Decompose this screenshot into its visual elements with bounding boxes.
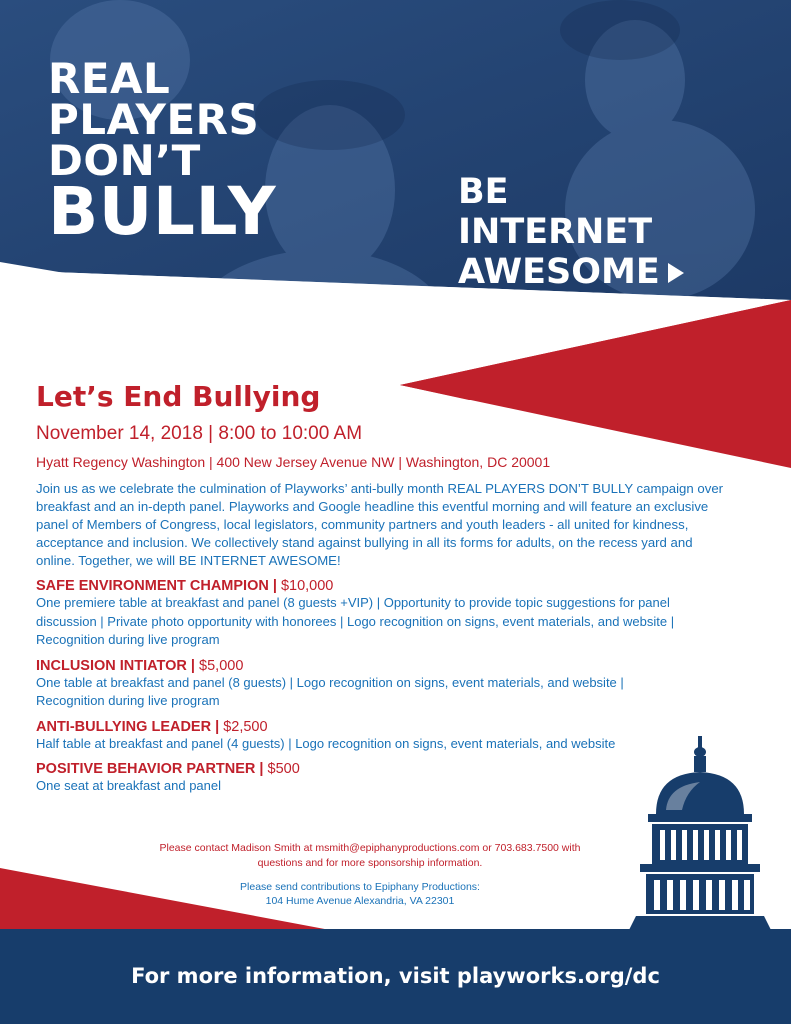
send-line-2: 104 Hume Avenue Alexandria, VA 22301 — [265, 895, 455, 907]
contact-info — [120, 841, 620, 871]
tier-name: SAFE ENVIRONMENT CHAMPION — [36, 578, 269, 594]
tier-amount: $10,000 — [280, 578, 334, 594]
headline-line-2: PLAYERS — [48, 95, 260, 144]
tier-amount: $5,000 — [199, 657, 244, 674]
sponsor-tier: ANTI-BULLYING LEADER | $2,500 Half table at breakfast and panel (4 guests) | Logo recognition on signs, event materials, and website — [36, 719, 736, 754]
sponsor-tier: POSITIVE BEHAVIOR PARTNER | $500 One seat at breakfast and panel — [36, 761, 736, 796]
contact-line-2: questions and for more sponsorship information. — [257, 857, 483, 869]
footer-website-link[interactable]: For more information, visit playworks.org/dc — [131, 964, 660, 988]
tier-description: One premiere table at breakfast and panel (8 guests +VIP) | Opportunity to provide topic suggestions for panel discussion | Private photo opportunity with honorees | Logo recognition on signs, event materials, and website | Recognition during live program — [36, 595, 675, 647]
send-line-1: Please send contributions to Epiphany Productions: — [240, 881, 480, 893]
headline-line-1: REAL — [48, 54, 171, 103]
sponsor-tier: SAFE ENVIRONMENT CHAMPION | $10,000 One premiere table at breakfast and panel (8 guests +VIP) | Opportunity to provide topic suggestions for panel discussion | Private photo opportunity with honorees | Logo recognition on signs, event materials, and website | Recognition during live program — [36, 578, 736, 650]
tier-amount: $2,500 — [223, 718, 268, 735]
tagline-line-2: INTERNET — [458, 212, 653, 252]
event-details — [36, 380, 736, 796]
contact-line-1: Please contact Madison Smith at msmith@epiphanyproductions.com or 703.683.7500 with — [159, 842, 581, 854]
headline-line-4: BULLY — [48, 173, 277, 250]
tagline-line-1: BE — [458, 172, 509, 212]
internet-awesome-tagline — [458, 172, 684, 292]
contribution-address — [170, 880, 550, 908]
play-arrow-icon — [668, 263, 684, 283]
headline-line-3: DON’T — [48, 136, 201, 185]
tagline-line-3: AWESOME — [458, 252, 660, 292]
tier-description: One seat at breakfast and panel — [36, 778, 222, 793]
campaign-headline — [48, 54, 277, 250]
event-intro: Join us as we celebrate the culmination of Playworks’ anti-bully month REAL PLAYERS DON’T BULLY campaign over breakfast and an in-depth panel. Playworks and Google headline this eventful morning and will feature an exclusive panel of Members of Congress, local legislators, community partners and youth leaders - all united for kindness, acceptance and inclusion. We collectively stand against bullying in all its forms for adults, on the recess yard and online. Together, we will BE INTERNET AWESOME! — [36, 481, 724, 568]
tier-name: INCLUSION INTIATOR — [36, 657, 187, 674]
tier-name: ANTI-BULLYING LEADER — [36, 718, 212, 735]
event-title: Let’s End Bullying — [36, 380, 321, 413]
tier-name: POSITIVE BEHAVIOR PARTNER — [36, 761, 256, 777]
tier-description: One table at breakfast and panel (8 guests) | Logo recognition on signs, event materials, and website | Recognition during live program — [36, 674, 624, 708]
tier-description: Half table at breakfast and panel (4 guests) | Logo recognition on signs, event materials, and website — [36, 735, 616, 751]
event-venue: Hyatt Regency Washington | 400 New Jersey Avenue NW | Washington, DC 20001 — [36, 454, 551, 470]
tier-amount: $500 — [267, 761, 300, 777]
capitol-dome-icon — [626, 736, 776, 936]
event-date: November 14, 2018 | 8:00 to 10:00 AM — [36, 423, 363, 444]
sponsor-tier: INCLUSION INTIATOR | $5,000 One table at breakfast and panel (8 guests) | Logo recognition on signs, event materials, and website | Recognition during live program — [36, 658, 736, 711]
